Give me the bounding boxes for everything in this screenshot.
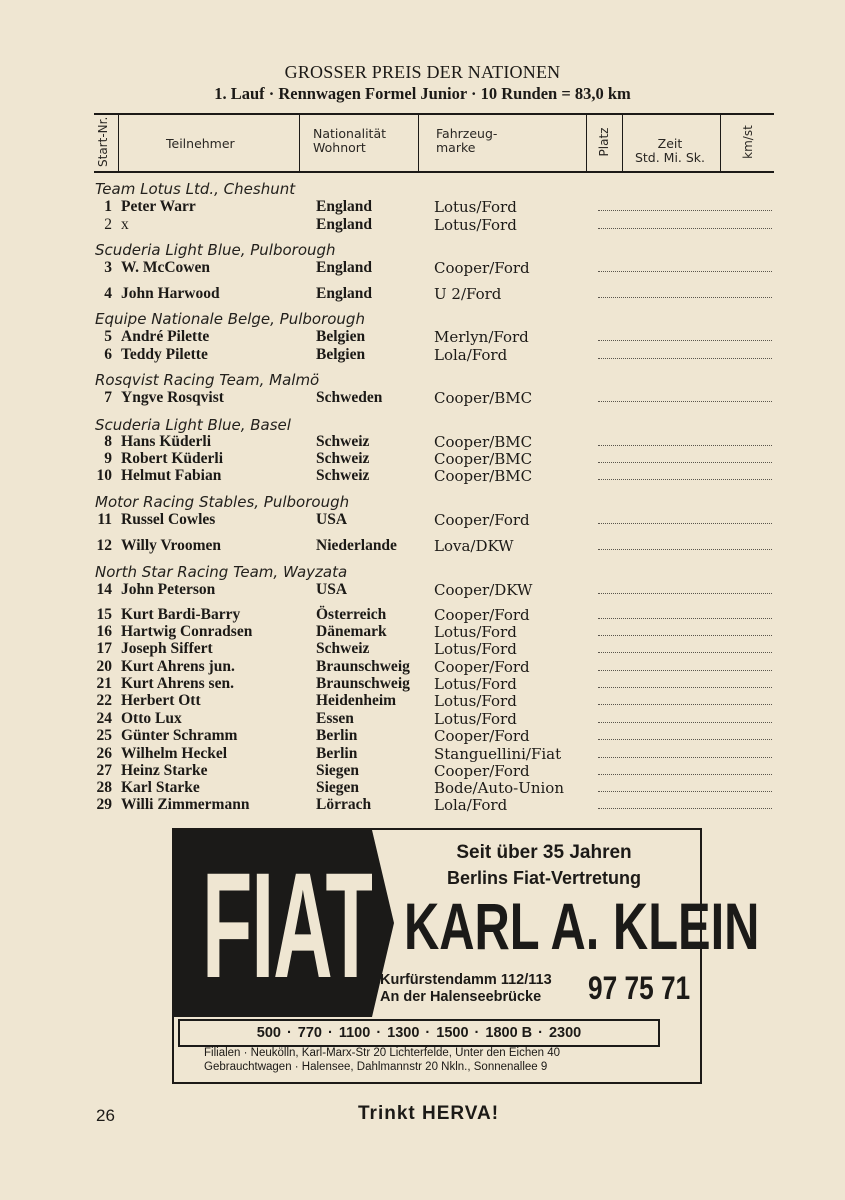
result-blank [598, 461, 772, 463]
ad-models: 500 · 770 · 1100 · 1300 · 1500 · 1800 B · 2300 [178, 1019, 660, 1047]
result-blank [598, 227, 772, 229]
table-header [94, 113, 774, 173]
result-blank [598, 209, 772, 211]
team-heading: Scuderia Light Blue, Pulborough [95, 241, 336, 259]
table-row: 15 Kurt Bardi-Barry Österreich Cooper/Ford [0, 606, 845, 624]
table-row: 12 Willy Vroomen Niederlande Lova/DKW [0, 537, 845, 555]
col-fahrzeugmarke: Fahrzeug- marke [436, 126, 498, 155]
result-blank [598, 703, 772, 705]
table-row: 20 Kurt Ahrens jun. Braunschweig Cooper/Ford [0, 658, 845, 676]
result-blank [598, 522, 772, 524]
team-heading: Rosqvist Racing Team, Malmö [95, 371, 320, 389]
col-platz: Platz [597, 127, 611, 157]
table-row: 28 Karl Starke Siegen Bode/Auto-Union [0, 779, 845, 797]
result-blank [598, 478, 772, 480]
result-blank [598, 721, 772, 723]
table-row: 5 André Pilette Belgien Merlyn/Ford [0, 328, 845, 346]
divider [720, 115, 721, 171]
team-heading: Equipe Nationale Belge, Pulborough [95, 310, 365, 328]
ad-since: Seit über 35 Jahren [456, 842, 632, 863]
table-row: 9 Robert Küderli Schweiz Cooper/BMC [0, 450, 845, 468]
table-row: 29 Willi Zimmermann Lörrach Lola/Ford [0, 796, 845, 814]
result-blank [598, 296, 772, 298]
footer-slogan: Trinkt HERVA! [358, 1103, 500, 1124]
page-number: 26 [96, 1106, 115, 1125]
ad-phone: 97 75 71 [588, 970, 691, 1006]
table-row: 27 Heinz Starke Siegen Cooper/Ford [0, 762, 845, 780]
result-blank [598, 738, 772, 740]
table-row: 16 Hartwig Conradsen Dänemark Lotus/Ford [0, 623, 845, 641]
result-blank [598, 548, 772, 550]
fiat-advertisement [172, 828, 760, 1084]
divider [299, 115, 300, 171]
fiat-logo-panel [174, 830, 375, 1017]
col-kmst: km/st [741, 125, 755, 159]
table-row: 2 x England Lotus/Ford [0, 216, 845, 234]
result-blank [598, 270, 772, 272]
team-heading: North Star Racing Team, Wayzata [95, 563, 348, 581]
table-row: 26 Wilhelm Heckel Berlin Stanguellini/Fiat [0, 745, 845, 763]
team-heading: Scuderia Light Blue, Basel [95, 416, 291, 434]
race-subtitle: 1. Lauf · Rennwagen Formel Junior · 10 Runden = 83,0 km [214, 84, 631, 103]
result-blank [598, 790, 772, 792]
col-zeit: Zeit Std. Mi. Sk. [634, 136, 706, 165]
col-nationalitaet: Nationalität Wohnort [313, 126, 387, 155]
result-blank [598, 592, 772, 594]
table-row: 10 Helmut Fabian Schweiz Cooper/BMC [0, 467, 845, 485]
table-row: 8 Hans Küderli Schweiz Cooper/BMC [0, 433, 845, 451]
result-blank [598, 617, 772, 619]
ad-address: Kurfürstendamm 112/113 An der Halenseebrücke [380, 972, 552, 1005]
table-row: 25 Günter Schramm Berlin Cooper/Ford [0, 727, 845, 745]
table-row: 17 Joseph Siffert Schweiz Lotus/Ford [0, 640, 845, 658]
table-row: 3 W. McCowen England Cooper/Ford [0, 259, 845, 277]
team-heading: Team Lotus Ltd., Cheshunt [95, 180, 296, 198]
result-blank [598, 634, 772, 636]
table-row: 22 Herbert Ott Heidenheim Lotus/Ford [0, 692, 845, 710]
divider [418, 115, 419, 171]
result-blank [598, 651, 772, 653]
table-row: 21 Kurt Ahrens sen. Braunschweig Lotus/Ford [0, 675, 845, 693]
result-blank [598, 686, 772, 688]
result-blank [598, 444, 772, 446]
result-blank [598, 669, 772, 671]
col-start-nr: Start-Nr. [96, 116, 110, 167]
table-row: 6 Teddy Pilette Belgien Lola/Ford [0, 346, 845, 364]
fiat-logo: FIAT [202, 841, 375, 1009]
ad-dealer: Berlins Fiat-Vertretung [446, 868, 642, 888]
divider [118, 115, 119, 171]
table-row: 1 Peter Warr England Lotus/Ford [0, 198, 845, 216]
result-blank [598, 773, 772, 775]
team-heading: Motor Racing Stables, Pulborough [95, 493, 350, 511]
divider [586, 115, 587, 171]
table-row: 4 John Harwood England U 2/Ford [0, 285, 845, 303]
ad-brand: KARL A. KLEIN [404, 889, 760, 963]
race-title: GROSSER PREIS DER NATIONEN [284, 62, 561, 82]
result-blank [598, 756, 772, 758]
col-teilnehmer: Teilnehmer [166, 136, 235, 151]
table-row: 24 Otto Lux Essen Lotus/Ford [0, 710, 845, 728]
ad-branches: Filialen · Neukölln, Karl-Marx-Str 20 Lichterfelde, Unter den Eichen 40 Gebrauchtwagen · Halensee, Dahlmannstr 20 Nkln., Sonnenallee 9 [204, 1047, 561, 1073]
result-blank [598, 339, 772, 341]
result-blank [598, 400, 772, 402]
table-row: 11 Russel Cowles USA Cooper/Ford [0, 511, 845, 529]
result-blank [598, 357, 772, 359]
table-row: 14 John Peterson USA Cooper/DKW [0, 581, 845, 599]
table-row: 7 Yngve Rosqvist Schweden Cooper/BMC [0, 389, 845, 407]
result-blank [598, 807, 772, 809]
